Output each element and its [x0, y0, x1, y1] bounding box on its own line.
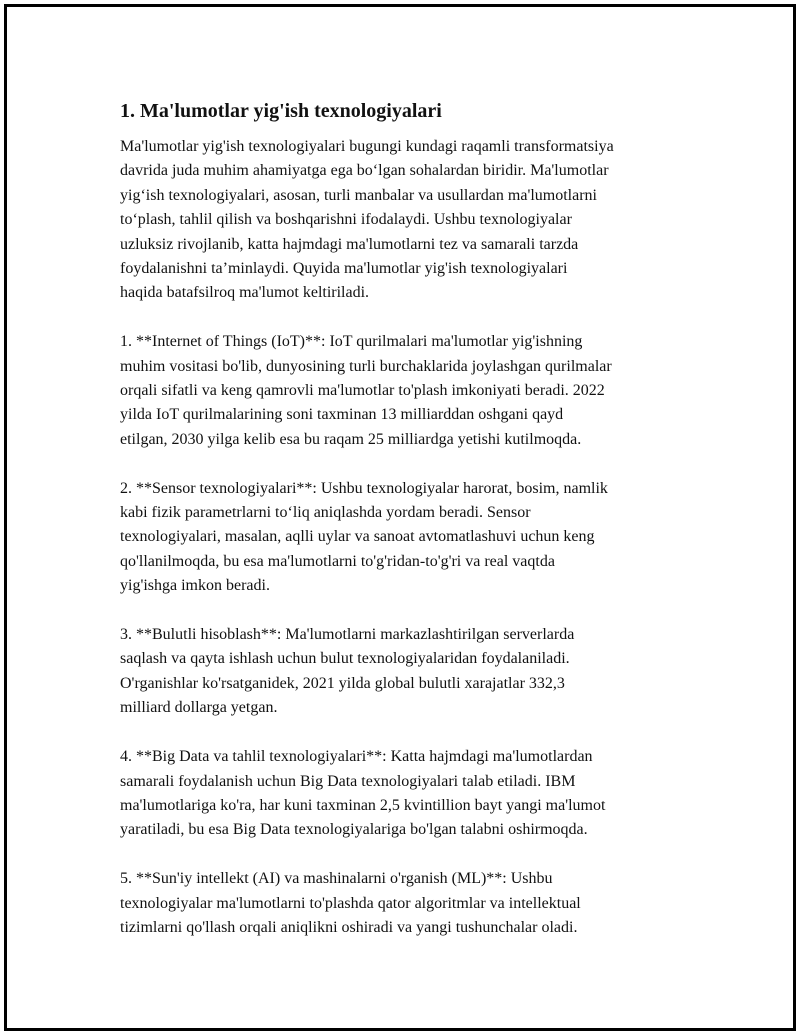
list-item-ai-ml [120, 867, 695, 940]
text-line: saqlash va qayta ishlash uchun bulut texnologiyalaridan foydalaniladi. [120, 650, 570, 668]
intro-paragraph [120, 135, 695, 306]
list-item-sensors [120, 477, 695, 599]
text-line: Ma'lumotlar yig'ish texnologiyalari bugungi kundagi raqamli transformatsiya [120, 138, 614, 155]
text-line: 3. **Bulutli hisoblash**: Ma'lumotlarni markazlashtirilgan serverlarda [120, 626, 575, 644]
text-line: tizimlarni qo'llash orqali aniqlikni oshiradi va yangi tushunchalar oladi. [120, 918, 578, 936]
text-line: kabi fizik parametrlarni to‘liq aniqlashda yordam beradi. Sensor [120, 504, 531, 522]
text-line: muhim vositasi bo'lib, dunyosining turli burchaklarida joylashgan qurilmalar [120, 357, 612, 375]
text-line: davrida juda muhim ahamiyatga ega bo‘lgan sohalardan biridir. Ma'lumotlar [120, 162, 609, 180]
text-line: etilgan, 2030 yilga kelib esa bu raqam 25 milliardga yetishi kutilmoqda. [120, 430, 582, 448]
text-line: uzluksiz rivojlanib, katta hajmdagi ma'lumotlarni tez va samarali tarzda [120, 235, 579, 253]
text-line: qo'llanilmoqda, bu esa ma'lumotlarni to'g'ridan-to'g'ri va real vaqtda [120, 552, 555, 570]
text-line: yaratiladi, bu esa Big Data texnologiyalariga bo'lgan talabni oshirmoqda. [120, 821, 588, 839]
text-line: 5. **Sun'iy intellekt (AI) va mashinalarni o'rganish (ML)**: Ushbu [120, 870, 553, 888]
text-line: 2. **Sensor texnologiyalari**: Ushbu texnologiyalar harorat, bosim, namlik [120, 479, 608, 497]
text-line: O'rganishlar ko'rsatganidek, 2021 yilda global bulutli xarajatlar 332,3 [120, 674, 565, 692]
text-line: milliard dollarga yetgan. [120, 699, 278, 717]
text-line: 1. **Internet of Things (IoT)**: IoT qurilmalari ma'lumotlar yig'ishning [120, 333, 583, 351]
text-line: 4. **Big Data va tahlil texnologiyalari**: Katta hajmdagi ma'lumotlardan [120, 748, 593, 766]
text-line: ma'lumotlariga ko'ra, har kuni taxminan 2,5 kvintillion bayt yangi ma'lumot [120, 796, 606, 814]
page-frame [4, 4, 796, 1031]
text-line: orqali sifatli va keng qamrovli ma'lumotlar to'plash imkoniyati beradi. 2022 [120, 382, 605, 400]
text-line: yig'ishga imkon beradi. [120, 577, 270, 595]
text-line: to‘plash, tahlil qilish va boshqarishni ifodalaydi. Ushbu texnologiyalar [120, 211, 572, 229]
text-line: foydalanishni ta’minlaydi. Quyida ma'lumotlar yig'ish texnologiyalari [120, 260, 568, 278]
text-line: texnologiyalar ma'lumotlarni to'plashda qator algoritmlar va intellektual [120, 894, 581, 912]
text-line: texnologiyalari, masalan, aqlli uylar va sanoat avtomatlashuvi uchun keng [120, 528, 595, 546]
text-line: samarali foydalanish uchun Big Data texnologiyalari talab etiladi. IBM [120, 772, 576, 790]
text-line: haqida batafsilroq ma'lumot keltiriladi. [120, 284, 370, 302]
document-body [120, 97, 695, 940]
section-heading: 1. Ma'lumotlar yig'ish texnologiyalari [120, 100, 442, 122]
list-item-iot [120, 330, 695, 452]
text-line: yig‘ish texnologiyalari, asosan, turli manbalar va usullardan ma'lumotlarni [120, 186, 597, 204]
list-item-big-data [120, 745, 695, 843]
text-line: yilda IoT qurilmalarining soni taxminan 13 milliarddan oshgani qayd [120, 406, 564, 424]
list-item-cloud [120, 623, 695, 721]
